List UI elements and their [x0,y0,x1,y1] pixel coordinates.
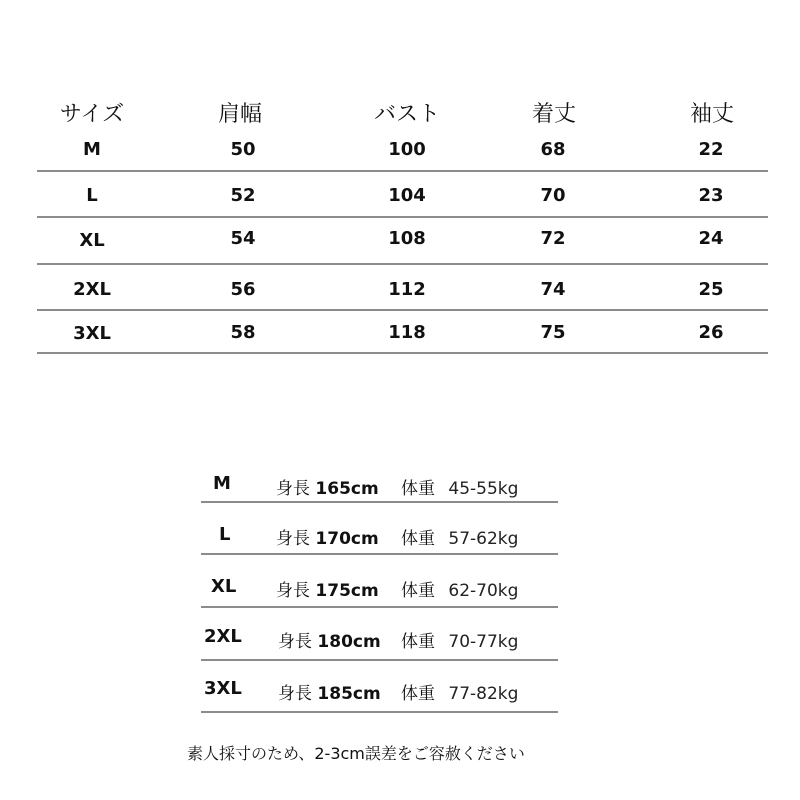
shoulder-cell: 50 [230,139,256,160]
row-divider [201,501,558,503]
row-divider [37,170,768,172]
row-divider [37,263,768,265]
height-value: 165cm [315,479,379,499]
length-cell: 68 [540,139,566,160]
size-cell: 3XL [73,323,111,344]
size-cell: L [86,185,98,206]
header-shoulder: 肩幅 [217,102,263,127]
size-cell: M [83,139,101,160]
size-label: L [219,524,231,545]
length-cell: 74 [540,279,566,300]
sleeve-cell: 26 [698,322,724,343]
bust-cell: 108 [388,228,426,249]
size-label: 3XL [204,678,242,699]
height-value: 180cm [317,632,381,652]
shoulder-cell: 58 [230,322,256,343]
row-divider [37,352,768,354]
header-sleeve: 袖丈 [689,102,735,127]
height-label: 身長 [278,632,312,652]
length-cell: 70 [540,185,566,206]
height-value: 185cm [317,684,381,704]
row-divider [201,659,558,661]
size-label: M [213,473,231,494]
weight-value: 77-82kg [448,684,519,704]
row-divider [201,711,558,713]
height-label: 身長 [276,529,310,549]
measurement-note: 素人採寸のため、2-3cm誤差をご容赦ください [187,744,525,763]
weight-value: 45-55kg [448,479,519,499]
height-label: 身長 [276,581,310,601]
bust-cell: 112 [388,279,426,300]
row-divider [201,553,558,555]
header-bust: バスト [373,102,441,127]
weight-label: 体重 [401,684,435,704]
weight-value: 70-77kg [448,632,519,652]
bust-cell: 118 [388,322,426,343]
weight-label: 体重 [401,581,435,601]
weight-label: 体重 [401,632,435,652]
size-cell: 2XL [73,279,111,300]
weight-value: 62-70kg [448,581,519,601]
header-size: サイズ [59,102,125,127]
length-cell: 72 [540,228,566,249]
header-length: 着丈 [531,102,577,127]
height-value: 170cm [315,529,379,549]
row-divider [37,216,768,218]
sleeve-cell: 23 [698,185,724,206]
size-cell: XL [79,230,105,251]
row-divider [37,309,768,311]
length-cell: 75 [540,322,566,343]
row-divider [201,606,558,608]
height-label: 身長 [276,479,310,499]
weight-label: 体重 [401,529,435,549]
height-label: 身長 [278,684,312,704]
weight-value: 57-62kg [448,529,519,549]
bust-cell: 104 [388,185,426,206]
size-label: 2XL [204,626,242,647]
sleeve-cell: 25 [698,279,724,300]
shoulder-cell: 56 [230,279,256,300]
shoulder-cell: 52 [230,185,256,206]
bust-cell: 100 [388,139,426,160]
height-value: 175cm [315,581,379,601]
shoulder-cell: 54 [230,228,256,249]
sleeve-cell: 22 [698,139,724,160]
size-label: XL [211,576,237,597]
weight-label: 体重 [401,479,435,499]
sleeve-cell: 24 [698,228,724,249]
